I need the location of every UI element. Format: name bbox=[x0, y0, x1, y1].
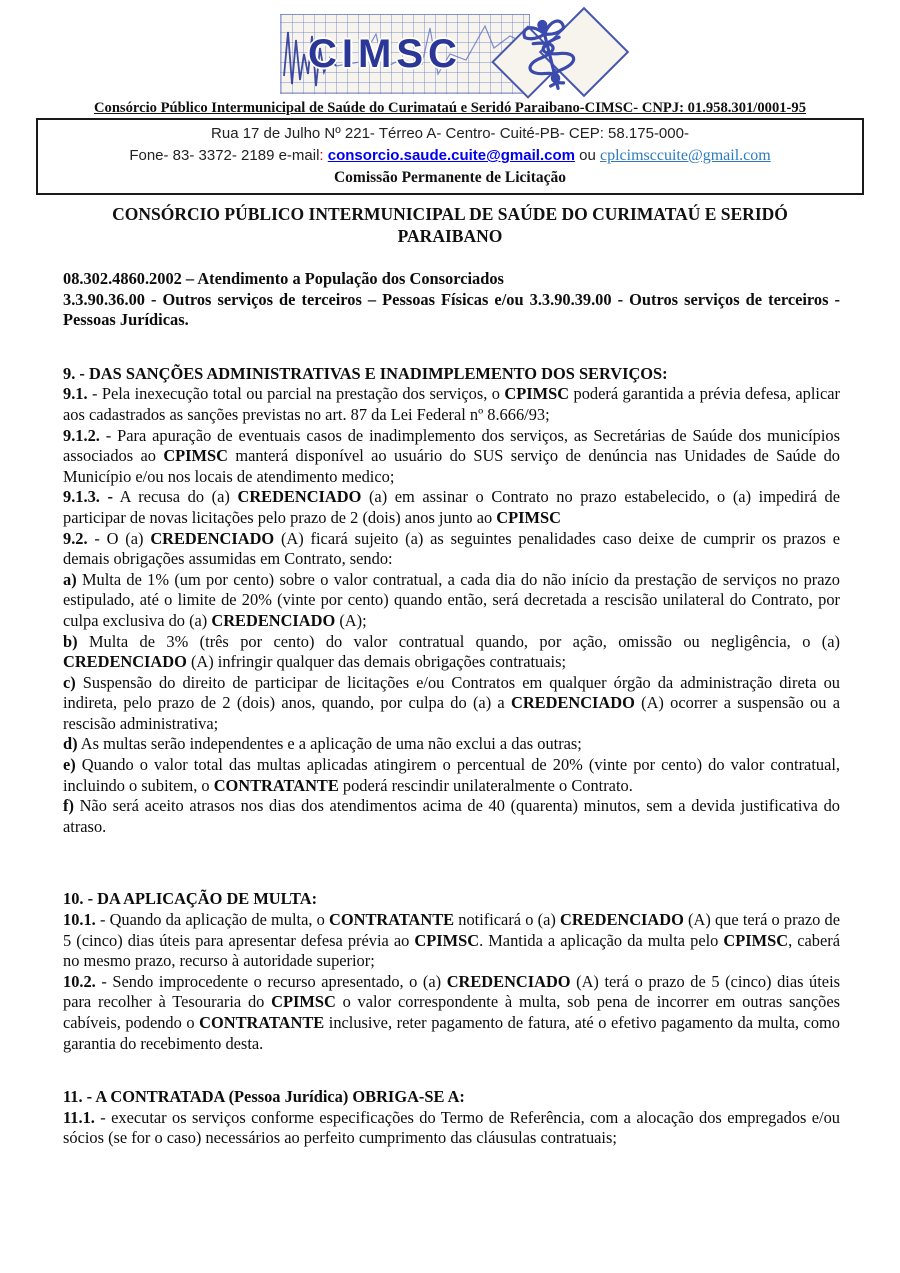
or-label: ou bbox=[579, 147, 596, 164]
paragraph: 10.1. - Quando da aplicação de multa, o CONTRATANTE notificará o (a) CREDENCIADO (A) que terá o prazo de 5 (cinco) dias úteis para apresentar defesa prévia ao CPIMSC. Mantida a aplicação da multa pelo CPIMSC, caberá no mesmo prazo, recurso à autoridade superior; bbox=[63, 910, 840, 971]
paragraph: c) Suspensão do direito de participar de licitações e/ou Contratos em qualquer órgão da administração direta ou indireta, pelo prazo de 2 (dois) anos, quando, por culpa do (a) a CREDENCIADO (A) ocorrer a suspensão ou a rescisão administrativa; bbox=[63, 672, 840, 733]
org-name-line: Consórcio Público Intermunicipal de Saúde do Curimataú e Seridó Paraibano-CIMSC- CNPJ: 01.958.301/0001-95 bbox=[93, 100, 806, 116]
paragraph: 08.302.4860.2002 – Atendimento a População dos Consorciados bbox=[63, 269, 504, 288]
paragraph: d) As multas serão independentes e a aplicação de uma não exclui a das outras; bbox=[63, 734, 582, 754]
email-link-primary[interactable]: consorcio.saude.cuite@gmail.com bbox=[327, 147, 575, 164]
document-body bbox=[63, 269, 840, 1149]
paragraph: 9.1.2. - Para apuração de eventuais casos de inadimplemento dos serviços, as Secretárias de Saúde dos municípios associados ao CPIMSC manterá disponível ao usuário do SUS serviço de denúncia nas Unidades de Saúde do Município e/ou nos locais de atendimento medico; bbox=[63, 425, 840, 486]
phone-label: Fone- 83- 3372- 2189 e-mail bbox=[129, 147, 320, 164]
document-title: CONSÓRCIO PÚBLICO INTERMUNICIPAL DE SAÚDE DO CURIMATAÚ E SERIDÓ PARAIBANO bbox=[112, 204, 788, 246]
email-link-secondary[interactable]: cplcimsccuite@gmail.com bbox=[600, 147, 771, 164]
paragraph: f) Não será aceito atrasos nos dias dos atendimentos acima de 40 (quarenta) minutos, sem a devida justificativa do atraso. bbox=[63, 796, 840, 836]
contact-box bbox=[36, 118, 864, 195]
section-9 bbox=[63, 364, 840, 838]
logo-wordmark: CIMSC bbox=[308, 32, 462, 76]
paragraph: b) Multa de 3% (três por cento) do valor contratual quando, por ação, omissão ou negligência, o (a) CREDENCIADO (A) infringir qualquer das demais obrigações contratuais; bbox=[63, 631, 840, 672]
paragraph: 9.2. - O (a) CREDENCIADO (A) ficará sujeito (a) as seguintes penalidades caso deixe de cumprir os prazos e demais obrigações assumidas em Contrato, sendo: bbox=[63, 528, 840, 569]
section-heading: 10. - DA APLICAÇÃO DE MULTA: bbox=[63, 889, 318, 909]
committee-line: Comissão Permanente de Licitação bbox=[333, 169, 567, 186]
budget-codes bbox=[63, 269, 840, 331]
paragraph: 10.2. - Sendo improcedente o recurso apresentado, o (a) CREDENCIADO (A) terá o prazo de 5 (cinco) dias úteis para recolher à Tesouraria do CPIMSC o valor correspondente à multa, sob pena de incorrer em outras sanções cabíveis, podendo o CONTRATANTE inclusive, reter pagamento de fatura, até o efetivo pagamento da multa, como garantia do recebimento desta. bbox=[63, 971, 840, 1053]
section-10 bbox=[63, 889, 840, 1054]
email-colon: : bbox=[319, 147, 324, 164]
section-heading: 11. - A CONTRATADA (Pessoa Jurídica) OBRIGA-SE A: bbox=[63, 1087, 465, 1107]
section-11 bbox=[63, 1087, 840, 1149]
paragraph: e) Quando o valor total das multas aplicadas atingirem o percentual de 20% (vinte por cento) do valor contratual, incluindo o subitem, o CONTRATANTE poderá rescindir unilateralmente o Contrato. bbox=[63, 755, 840, 795]
section-heading: 9. - DAS SANÇÕES ADMINISTRATIVAS E INADIMPLEMENTO DOS SERVIÇOS: bbox=[63, 363, 668, 383]
phone-email-line bbox=[42, 145, 858, 167]
address-line: Rua 17 de Julho Nº 221- Térreo A- Centro- Cuité-PB- CEP: 58.175-000- bbox=[211, 125, 689, 142]
paragraph: 11.1. - executar os serviços conforme especificações do Termo de Referência, com a alocação dos empregados e/ou sócios (se for o caso) necessários ao perfeito cumprimento das cláusulas contratuais; bbox=[63, 1107, 840, 1148]
paragraph: 3.3.90.36.00 - Outros serviços de terceiros – Pessoas Físicas e/ou 3.3.90.39.00 - Outros serviços de terceiros - Pessoas Jurídicas. bbox=[63, 289, 840, 330]
paragraph: a) Multa de 1% (um por cento) sobre o valor contratual, a cada dia do não início da prestação de serviços no prazo estipulado, até o limite de 20% (vinte por cento) quando então, será decretada a rescisão unilateral do Contrato, por culpa exclusiva do (a) CREDENCIADO (A); bbox=[63, 569, 840, 630]
paragraph: 9.1.3. - A recusa do (a) CREDENCIADO (a) em assinar o Contrato no prazo estabelecido, o (a) impedirá de participar de novas licitações pelo prazo de 2 (dois) anos junto ao CPIMSC bbox=[63, 487, 840, 527]
cimsc-logo bbox=[260, 10, 640, 98]
paragraph: 9.1. - Pela inexecução total ou parcial na prestação dos serviços, o CPIMSC poderá garantida a prévia defesa, aplicar aos cadastrados as sanções previstas no art. 87 da Lei Federal nº 8.666/93; bbox=[63, 384, 840, 424]
